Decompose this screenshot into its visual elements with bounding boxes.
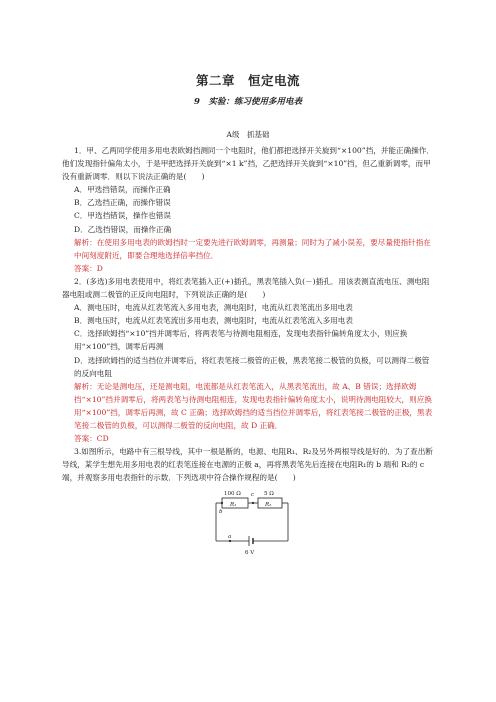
q2-option-b: B．测电压时，电流从红表笔流出多用电表，测电阻时，电流从红表笔流入多用电表 (74, 316, 353, 326)
level-heading: A级 抓基础 (226, 130, 270, 139)
q1-answer: 答案：D (74, 263, 103, 273)
q2-option-a: A．测电压时，电流从红表笔流入多用电表，测电阻时，电流从红表笔流出多用电表 (74, 303, 353, 313)
circuit-svg (210, 487, 294, 557)
q2-stem: 2．(多选)多用电表使用中，将红表笔插入正(+)插孔，黑表笔插入负(－)插孔．用该表测直流电压、测电阻器电阻或测二极管的正反向电阻时，下列说法正确的是( ) (62, 276, 430, 300)
circuit-diagram (210, 487, 294, 557)
q1-analysis: 解析：在使用多用电表的欧姆挡时一定要先进行欧姆调零，再测量；同时为了减小误差，要尽量使指针指在中间刻度附近，即要合理地选择倍率挡位． (74, 237, 431, 260)
r1-value-label: 100 Ω (224, 491, 241, 498)
r1-label: R₁ (230, 502, 237, 509)
node-a-dot (229, 540, 231, 542)
r2-value-label: 5 Ω (264, 491, 274, 498)
q2-option-d: D．选择欧姆挡的适当挡位并调零后，将红表笔接二极管的正极，黑表笔接二极管的负极，可以测得二极管的反向电阻 (74, 355, 430, 378)
q1-option-a: A．甲选挡错误，而操作正确 (74, 185, 171, 195)
q1-option-c: C．甲选挡错误，操作也错误 (74, 211, 171, 221)
q1-option-b: B．乙选挡正确，而操作错误 (74, 198, 171, 208)
r2-label: R₂ (265, 502, 272, 509)
question-content (62, 144, 434, 557)
chapter-title: 第二章 恒定电流 (195, 73, 300, 88)
point-a-label: a (228, 534, 232, 541)
q1-stem: 1．甲、乙两同学使用多用电表欧姆挡测同一个电阻时，他们都把选择开关旋到“×100”挡，并能正确操作．他们发现指针偏角太小，于是甲把选择开关旋到“×1 k”挡，乙把选择开关旋到“×10”挡，但乙重新调零，而甲没有重新调零．则以下说法正确的是( ) (62, 146, 434, 182)
node-b-dot (221, 502, 223, 504)
point-b-label: b (219, 509, 223, 516)
section-subtitle: 9 实验：练习使用多用电表 (194, 97, 302, 107)
node-c-dot (252, 502, 254, 504)
q2-option-c: C．选择欧姆挡“×10”挡并调零后，将两表笔与待测电阻相连，发现电表指针偏转角度太小，则应换用“×100”挡，调零后再测 (74, 329, 408, 352)
q2-answer: 答案：CD (74, 434, 109, 444)
q1-option-d: D．乙选挡错误，而操作正确 (74, 224, 172, 234)
q3-stem: 3.如图所示，电路中有三根导线，其中一根是断的，电源、电阻R₁、R₂及另外两根导线是好的．为了查出断导线，某学生想先用多用电表的红表笔连接在电源的正极 a，再将黑表笔先后连接在电阻R₁的 b 端和 R₂的 c 端，并观察多用电表指针的示数．下列选项中符合操作规程的是( ) (62, 447, 433, 483)
q2-analysis: 解析：无论是测电压，还是测电阻，电流都是从红表笔流入，从黑表笔流出，故 A、B 错误；选择欧姆挡“×10”挡并调零后，将两表笔与待测电阻相连，发现电表指针偏转角度太小，说明待测电阻较大，则应换用“×100”挡，调零后再测，故 C 正确；选择欧姆挡的适当挡位并调零后，将红表笔接二极管的正极，黑表笔接二极管的负极，可以测得二极管的反向电阻，故 D 正确． (74, 381, 433, 430)
point-c-label: c (251, 492, 255, 499)
source-label: 6 V (245, 550, 255, 557)
